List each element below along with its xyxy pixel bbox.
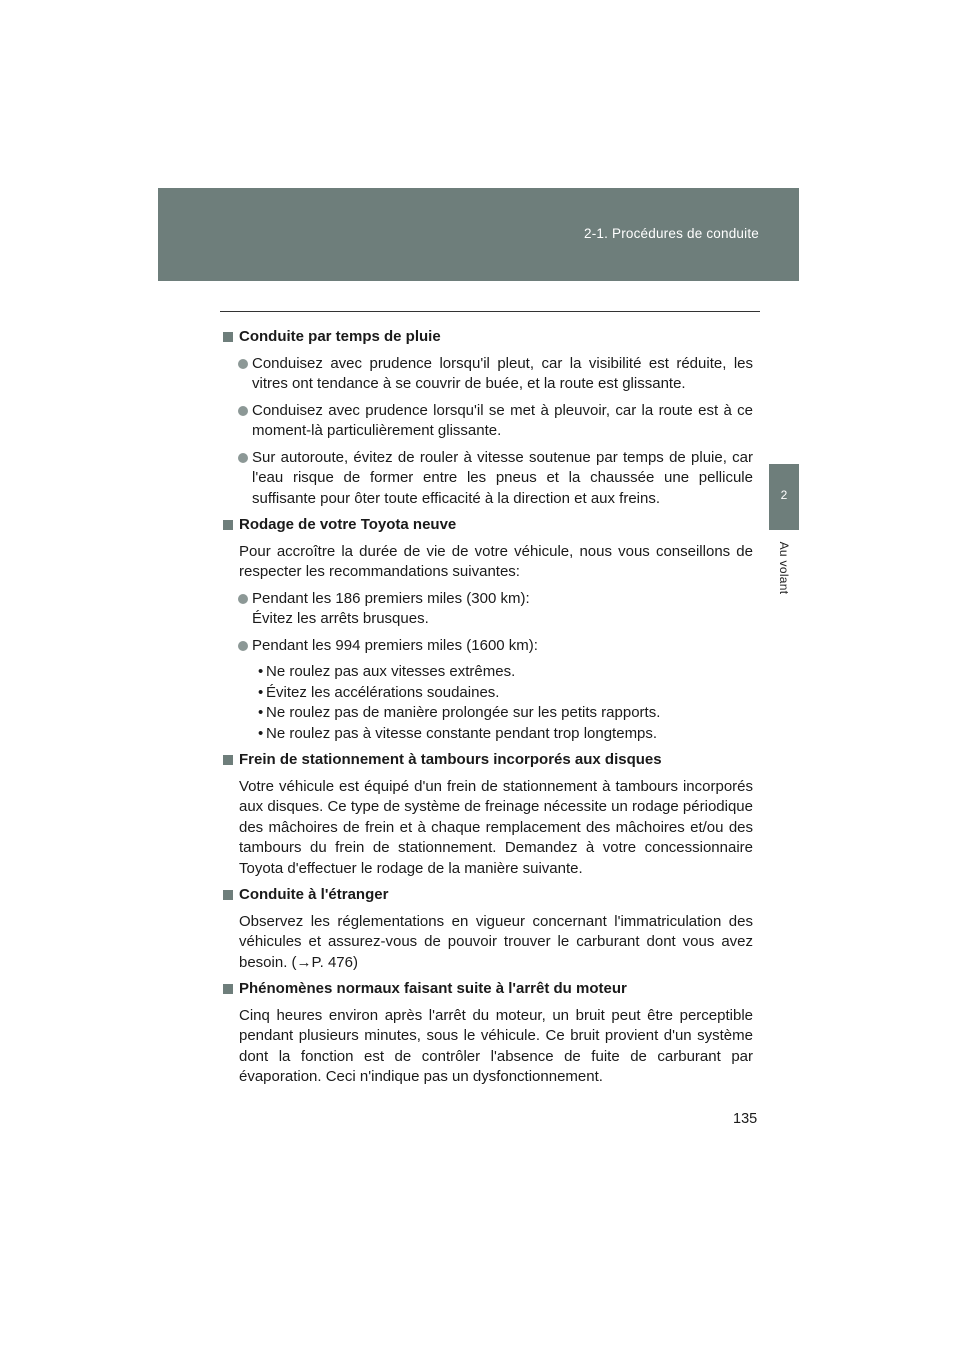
- section-heading: Conduite à l'étranger: [222, 885, 753, 906]
- circle-bullet-icon: [238, 641, 248, 651]
- square-bullet-icon: [223, 755, 233, 765]
- list-item: Pendant les 186 premiers miles (300 km): Évitez les arrêts brusques.: [222, 589, 753, 630]
- circle-bullet-icon: [238, 359, 248, 369]
- circle-bullet-icon: [238, 453, 248, 463]
- chapter-tab: [769, 464, 799, 530]
- circle-bullet-icon: [238, 406, 248, 416]
- paragraph: Pour accroître la durée de vie de votre véhicule, nous vous conseillons de respecter les recommandations suivantes:: [239, 542, 753, 580]
- sub-list: [222, 662, 753, 744]
- sub-list-item: • Ne roulez pas aux vitesses extrêmes.: [258, 663, 516, 680]
- section-heading: Conduite par temps de pluie: [222, 327, 753, 348]
- section-heading: Frein de stationnement à tambours incorporés aux disques: [222, 750, 753, 771]
- section-heading: Phénomènes normaux faisant suite à l'arrêt du moteur: [222, 979, 753, 1000]
- square-bullet-icon: [223, 984, 233, 994]
- page-reference-link: →P. 476): [296, 953, 358, 971]
- header-band: [158, 188, 799, 281]
- paragraph: Cinq heures environ après l'arrêt du moteur, un bruit peut être perceptible pendant plusieurs minutes, sous le véhicule. Ce bruit provient d'un système dont la fonction est de contrôler l'absence de fuite de carburant par évaporation. Ceci n'indique pas un dysfonctionnement.: [239, 1006, 753, 1085]
- sub-list-item: • Ne roulez pas de manière prolongée sur les petits rapports.: [258, 704, 661, 721]
- list-item: Sur autoroute, évitez de rouler à vitesse soutenue par temps de pluie, car l'eau risque de former entre les pneus et la chaussée une pellicule suffisante pour ôter toute efficacité à la direction et aux freins.: [222, 448, 753, 510]
- square-bullet-icon: [223, 520, 233, 530]
- page-number: 135: [733, 1111, 758, 1127]
- paragraph: Votre véhicule est équipé d'un frein de stationnement à tambours incorporés aux disques. Ce type de système de freinage nécessite un rodage périodique des mâchoires de frein et à chaque remplacement des mâchoires et/ou des tambours du frein de stationnement. Demandez à votre concessionnaire Toyota d'effectuer le rodage de la manière suivante.: [239, 777, 753, 877]
- chapter-label: Au volant: [777, 541, 791, 595]
- circle-bullet-icon: [238, 594, 248, 604]
- paragraph: Observez les réglementations en vigueur concernant l'immatriculation des véhicules et assurez-vous de pouvoir trouver le carburant dont vous avez besoin. (→P. 476): [239, 912, 753, 971]
- section-heading: Rodage de votre Toyota neuve: [222, 515, 753, 536]
- square-bullet-icon: [223, 890, 233, 900]
- sub-list-item: • Ne roulez pas à vitesse constante pendant trop longtemps.: [258, 724, 658, 742]
- sub-list-item: • Évitez les accélérations soudaines.: [258, 683, 500, 701]
- page-content: [222, 327, 753, 1094]
- list-item: Conduisez avec prudence lorsqu'il se met à pleuvoir, car la route est à ce moment-là particulièrement glissante.: [222, 401, 753, 442]
- top-rule: [220, 311, 760, 312]
- section-title: 2-1. Procédures de conduite: [583, 226, 759, 241]
- chapter-number: 2: [780, 488, 788, 502]
- list-item: Conduisez avec prudence lorsqu'il pleut, car la visibilité est réduite, les vitres ont tendance à se couvrir de buée, et la route est glissante.: [222, 354, 753, 395]
- square-bullet-icon: [223, 332, 233, 342]
- list-item: Pendant les 994 premiers miles (1600 km):: [222, 636, 753, 657]
